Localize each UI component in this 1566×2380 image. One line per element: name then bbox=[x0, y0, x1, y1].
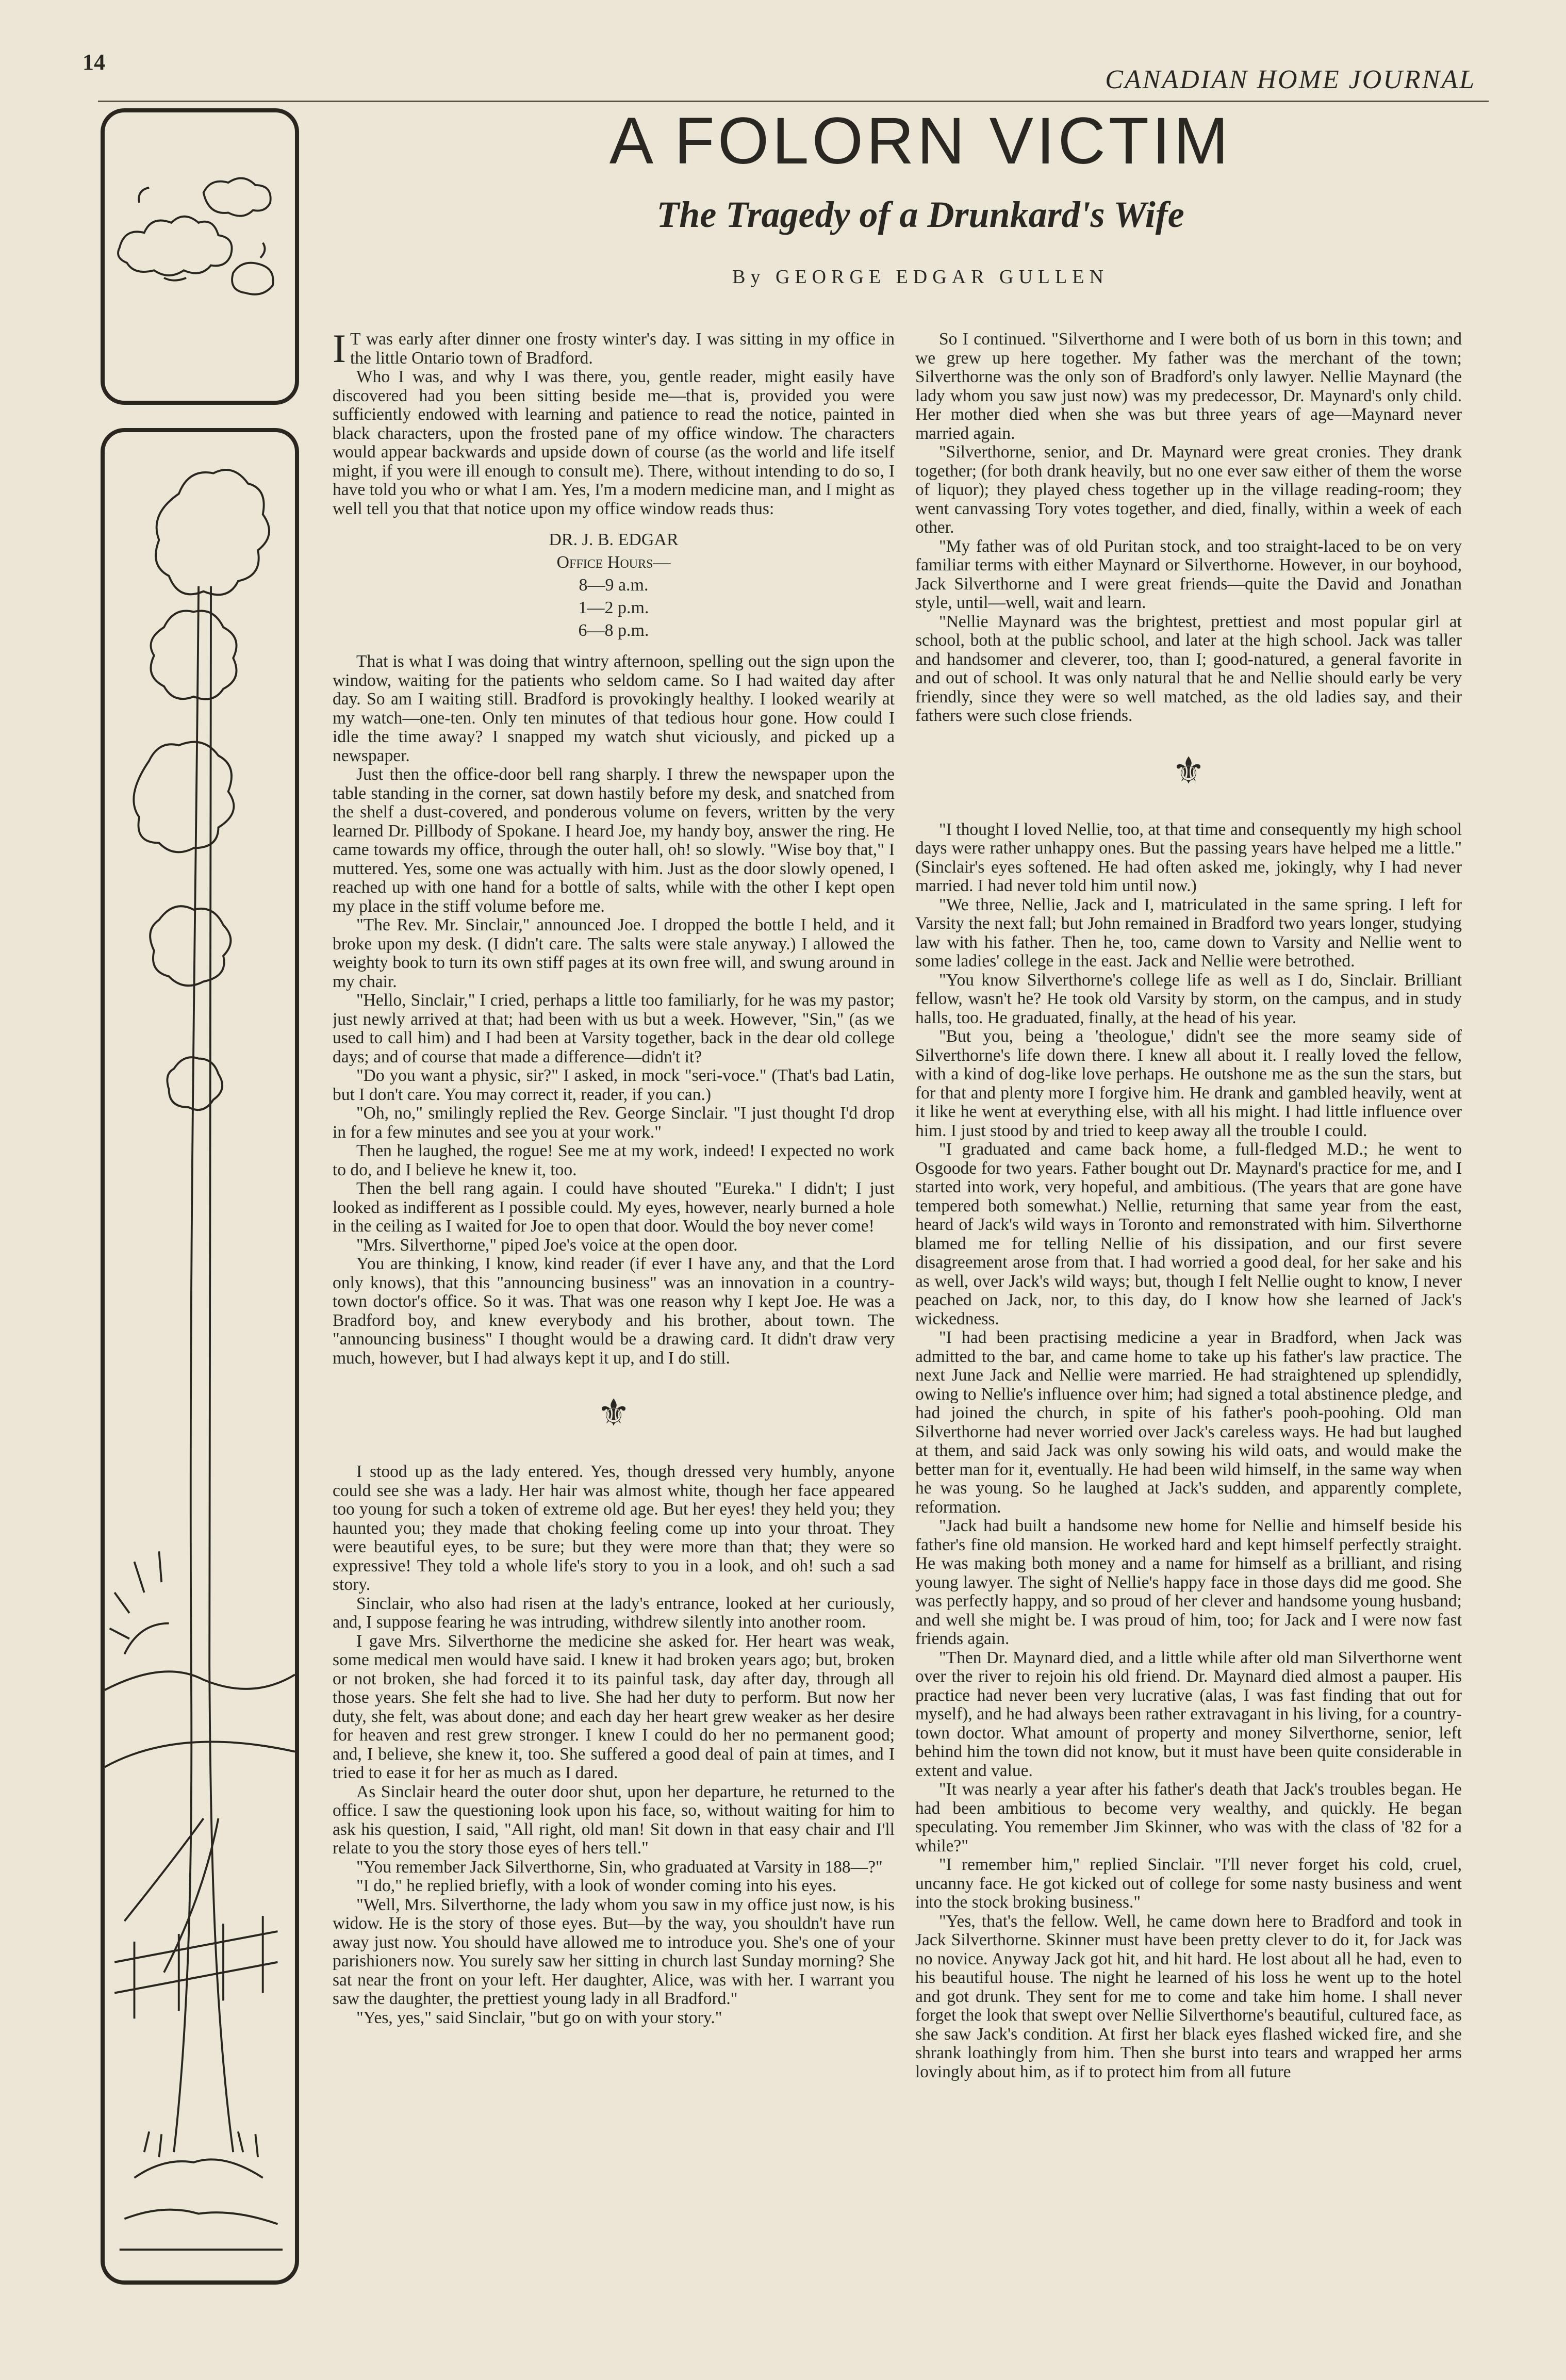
paragraph: You are thinking, I know, kind reader (if ever I have any, and that the Lord only knows), that this "announcing business" was an innovation in a country-town doctor's office. So it was. That was one reason why I kept Joe. He was a Bradford boy, and knew everybody and his brother, about town. The "announcing business" I thought would be a drawing card. It didn't draw very much, however, but I had always kept it up, and I do still. bbox=[333, 1254, 895, 1368]
paragraph: "Yes, that's the fellow. Well, he came down here to Bradford and took in Jack Silverthorne. Skinner must have been pretty clever to do it, for Jack was no novice. Anyway Jack got hit, and hit hard. He lost about all he had, even to his beautiful house. The night he learned of his loss he went up to the hotel and got drunk. They sent for me to come and take him home. I shall never forget the look that swept over Nellie Silverthorne's beautiful, cultured face, as she saw Jack's condition. At first her black eyes flashed wicked fire, and she shrank loathingly from him. Then she burst into tears and wrapped her arms lovingly about him, as if to protect him from all future bbox=[915, 1911, 1462, 2081]
paragraph: "I had been practising medicine a year in Bradford, when Jack was admitted to the bar, and came home to take up his father's law practice. The next June Jack and Nellie were married. He had straightened up splendidly, owing to Nellie's influence over him; had signed a total abstinence pledge, and had joined the church, in spite of his father's pooh-poohing. Old man Silverthorne had never worried over Jack's careless ways. He had but laughed at them, and said Jack was only sowing his wild oats, and would make the better man for it, eventually. He had been wild himself, in the same way when he was young. So he laughed at Jack's sudden, and apparently complete, reformation. bbox=[915, 1328, 1462, 1517]
sign-name: DR. J. B. EDGAR bbox=[549, 530, 679, 549]
paragraph: "Silverthorne, senior, and Dr. Maynard were great cronies. They drank together; (for both drank heavily, but no one ever saw either of them the worse of liquor); they played chess together up in the village reading-room; they went canvassing Tory votes together, and died, finally, within a week of each other. bbox=[915, 442, 1462, 537]
paragraph: "We three, Nellie, Jack and I, matriculated in the same spring. I left for Varsity the next fall; but John remained in Bradford two years longer, studying law with his father. Then he, too, came down to Varsity and Nellie went to some ladies' college in the east. Jack and Nellie were betrothed. bbox=[915, 895, 1462, 971]
paragraph: "Well, Mrs. Silverthorne, the lady whom you saw in my office just now, is his widow. He is the story of those eyes. But—by the way, you shouldn't have run away just now. You should have allowed me to introduce you. She's one of your parishioners now. You surely saw her sitting in church last Sunday morning? She sat near the front on your left. Her daughter, Alice, was with her. I warrant you saw the daughter, the prettiest young lady in all Bradford." bbox=[333, 1895, 895, 2008]
paragraph: That is what I was doing that wintry afternoon, spelling out the sign upon the window, waiting for the patients who seldom came. So I had waited day after day. So am I waiting still. Bradford is provokingly healthy. I looked wearily at my watch—one-ten. Only ten minutes of that tedious hour gone. How could I idle the time away? I snapped my watch shut viciously, and picked up a newspaper. bbox=[333, 652, 895, 765]
paragraph: I gave Mrs. Silverthorne the medicine she asked for. Her heart was weak, some medical men would have said. I knew it had broken years ago; but, broken or not broken, she had forced it to its painful task, day after day, through all those years. She felt she had to live. She had her duty to perform. But now her duty, she felt, was about done; and each day her heart grew weaker as her desire for heaven and rest grew stronger. I knew I could do her no permanent good; and, I believe, she knew it, too. She suffered a good deal of pain at times, and I tried to ease it for her as much as I dared. bbox=[333, 1631, 895, 1782]
fleur-de-lis-icon: ⚜ bbox=[1172, 750, 1206, 792]
paragraph: I stood up as the lady entered. Yes, though dressed very humbly, anyone could see she was a lady. Her hair was almost white, though her face appeared too young for such a token of extreme old age. But her eyes! they held you; they haunted you; they made that choking feeling come up into your throat. They were beautiful eyes, to be sure; but they were more than that; they were so expressive! They told a whole life's story to you in a look, and oh! such a sad story. bbox=[333, 1462, 895, 1594]
paragraph: "Oh, no," smilingly replied the Rev. George Sinclair. "I just thought I'd drop in for a few minutes and see you at your work." bbox=[333, 1104, 895, 1142]
paragraph: "Do you want a physic, sir?" I asked, in mock "seri-voce." (That's bad Latin, but I don't care. You may correct it, reader, if you can.) bbox=[333, 1066, 895, 1104]
paragraph: "Jack had built a handsome new home for Nellie and himself beside his father's fine old mansion. He worked hard and kept himself perfectly straight. He was making both money and a name for himself as a brilliant, and rising young lawyer. The sight of Nellie's happy face in those days did me good. She was perfectly happy, and so proud of her clever and handsome young husband; and well she might be. I was proud of him, too; for Jack and I were now fast friends again. bbox=[915, 1516, 1462, 1648]
paragraph: Just then the office-door bell rang sharply. I threw the newspaper upon the table standing in the corner, sat down hastily before my desk, and snatched from the shelf a dust-covered, and ponderous volume on fevers, written by the very learned Dr. Pillbody of Spokane. I heard Joe, my handy boy, answer the ring. He came towards my office, through the outer hall, oh! so slowly. "Wise boy that," I muttered. Yes, some one was actually with him. Just as the door slowly opened, I reached up with one hand for a bottle of salts, while with the other I kept open my place in the stiff volume before me. bbox=[333, 765, 895, 916]
paragraph: IT was early after dinner one frosty winter's day. I was sitting in my office in the little Ontario town of Bradford. bbox=[333, 330, 895, 371]
tree-illustration bbox=[105, 432, 295, 2280]
paragraph: "I graduated and came back home, a full-fledged M.D.; he went to Osgoode for two years. Father bought out Dr. Maynard's practice for me, and I started into work, very hopeful, and ambitious. (The years that are gone have tempered both somewhat.) Nellie, returning that same year from the east, heard of Jack's wild ways in Toronto and remonstrated with him. Silverthorne blamed me for telling Nellie of his dissipation, and our first severe disagreement arose from that. I had worried a good deal, for her sake and his as well, over Jack's wild ways; but, though I felt Nellie ought to know, I never peached on Jack, nor, to this day, do I know how she learned of Jack's wickedness. bbox=[915, 1140, 1462, 1328]
page-number: 14 bbox=[83, 50, 105, 75]
paragraph: Sinclair, who also had risen at the lady's entrance, looked at her curiously, and, I suppose fearing he was intruding, withdrew silently into another room. bbox=[333, 1594, 895, 1632]
paragraph: "My father was of old Puritan stock, and too straight-laced to be on very familiar terms with either Maynard or Silverthorne. However, in our boyhood, Jack Silverthorne and I were great friends—quite the David and Jonathan style, until—well, wait and learn. bbox=[915, 536, 1462, 612]
left-column bbox=[333, 330, 895, 2372]
paragraph: Who I was, and why I was there, you, gentle reader, might easily have discovered had you been sitting beside me—that is, provided you were sufficiently endowed with learning and patience to read the notice, painted in black characters, upon the frosted pane of my office window. The characters would appear backwards and upside down of course (as the world and life itself might, if you were ill enough to consult me). There, without intending to do so, I have told you who or what I am. Yes, I'm a modern medicine man, and I might as well tell you that that notice upon my office window reads thus: bbox=[333, 367, 895, 518]
paragraph: Then he laughed, the rogue! See me at my work, indeed! I expected no work to do, and I believe he knew it, too. bbox=[333, 1141, 895, 1179]
sign-office-hours: Office Hours— bbox=[556, 553, 671, 572]
paragraph: As Sinclair heard the outer door shut, upon her departure, he returned to the office. I saw the questioning look upon his face, so, without waiting for him to ask his question, I said, "All right, old man! Sit down in that easy chair and I'll relate to you the story those eyes of hers tell." bbox=[333, 1782, 895, 1858]
paragraph: "I do," he replied briefly, with a look of wonder coming into his eyes. bbox=[356, 1876, 837, 1895]
office-sign bbox=[333, 529, 895, 642]
paragraph: "But you, being a 'theologue,' didn't see the more seamy side of Silverthorne's life down there. I knew all about it. I really loved the fellow, with a kind of dog-like love perhaps. He outshone me as the sun the stars, but for that and plenty more I forgive him. He drank and gambled heavily, went at it like he went at everything else, with all his might. I had little influence over him. I just stood by and tried to keep away all the trouble I could. bbox=[915, 1027, 1462, 1140]
paragraph: "Hello, Sinclair," I cried, perhaps a little too familiarly, for he was my pastor; just newly arrived at that; had been with us but a week. However, "Sin," (as we used to call him) and I had been at Varsity together, back in the dear old college days; and of course that made a difference—didn't it? bbox=[333, 991, 895, 1066]
paragraph: "I remember him," replied Sinclair. "I'll never forget his cold, cruel, uncanny face. He got kicked out of college for some nasty business and went into the stock broking business." bbox=[915, 1855, 1462, 1912]
sign-hours-noon: 1—2 p.m. bbox=[578, 598, 649, 617]
right-column bbox=[915, 330, 1462, 2372]
paragraph: "Yes, yes," said Sinclair, "but go on with your story." bbox=[356, 2008, 722, 2027]
article-title: A FOLORN VICTIM bbox=[609, 104, 1232, 178]
paragraph: "The Rev. Mr. Sinclair," announced Joe. I dropped the bottle I held, and it broke upon my desk. (I didn't care. The salts were stale anyway.) I allowed the weighty book to turn its own stiff pages at its own free will, and swung around in my chair. bbox=[333, 915, 895, 991]
running-head: CANADIAN HOME JOURNAL bbox=[1105, 65, 1476, 94]
byline: By GEORGE EDGAR GULLEN bbox=[732, 266, 1109, 288]
paragraph: "I thought I loved Nellie, too, at that time and consequently my high school days were rather unhappy ones. But the passing years have helped me a little." (Sinclair's eyes softened. He had often asked me, jokingly, why I had never married. I had never told him until now.) bbox=[915, 819, 1462, 895]
paragraph: "Mrs. Silverthorne," piped Joe's voice at the open door. bbox=[356, 1235, 738, 1255]
header-rule bbox=[98, 101, 1489, 102]
sign-hours-morning: 8—9 a.m. bbox=[579, 576, 649, 595]
paragraph: Then the bell rang again. I could have shouted "Eureka." I didn't; I just looked as indifferent as I possible could. My eyes, however, nearly burned a hole in the ceiling as I waited for Joe to open that door. Would the boy never come! bbox=[333, 1179, 895, 1236]
cloud-illustration-panel bbox=[101, 108, 299, 405]
fleur-de-lis-icon: ⚜ bbox=[597, 1392, 631, 1434]
paragraph: So I continued. "Silverthorne and I were both of us born in this town; and we grew up here together. My father was the merchant of the town; Silverthorne was the only son of Bradford's only lawyer. Nellie Maynard (the lady whom you saw just now) was my predecessor, Dr. Maynard's only child. Her mother died when she was but three years of age—Maynard never married again. bbox=[915, 330, 1462, 443]
paragraph: "Nellie Maynard was the brightest, prettiest and most popular girl at school, both at the public school, and later at the high school. Jack was taller and handsomer and cleverer, too, than I; good-natured, a general favorite in and out of school. It was only natural that he and Nellie should early be very friendly, since they were so well matched, as the old ladies say, and their fathers were such close friends. bbox=[915, 612, 1462, 725]
paragraph: "You remember Jack Silverthorne, Sin, who graduated at Varsity in 188—?" bbox=[356, 1857, 883, 1877]
cloud-illustration bbox=[105, 112, 295, 401]
paragraph: "You know Silverthorne's college life as well as I do, Sinclair. Brilliant fellow, wasn't he? He took old Varsity by storm, on the campus, and in study halls, too. He graduated, finally, at the head of his year. bbox=[915, 970, 1462, 1027]
paragraph: "Then Dr. Maynard died, and a little while after old man Silverthorne went over the river to rejoin his old friend. Dr. Maynard died almost a pauper. His practice had never been very lucrative (alas, I was fast finding that out for myself), and he had always been rather extravagant in his living, for a country-town doctor. What amount of property and money Silverthorne, senior, left behind him the town did not know, but it must have been quite considerable in extent and value. bbox=[915, 1648, 1462, 1780]
paragraph: "It was nearly a year after his father's death that Jack's troubles began. He had been ambitious to become very wealthy, and quickly. He began speculating. You remember Jim Skinner, who was with the class of '82 for a while?" bbox=[915, 1780, 1462, 1856]
article-subtitle: The Tragedy of a Drunkard's Wife bbox=[656, 194, 1184, 235]
sign-hours-evening: 6—8 p.m. bbox=[578, 621, 649, 640]
tree-illustration-panel bbox=[101, 428, 299, 2285]
